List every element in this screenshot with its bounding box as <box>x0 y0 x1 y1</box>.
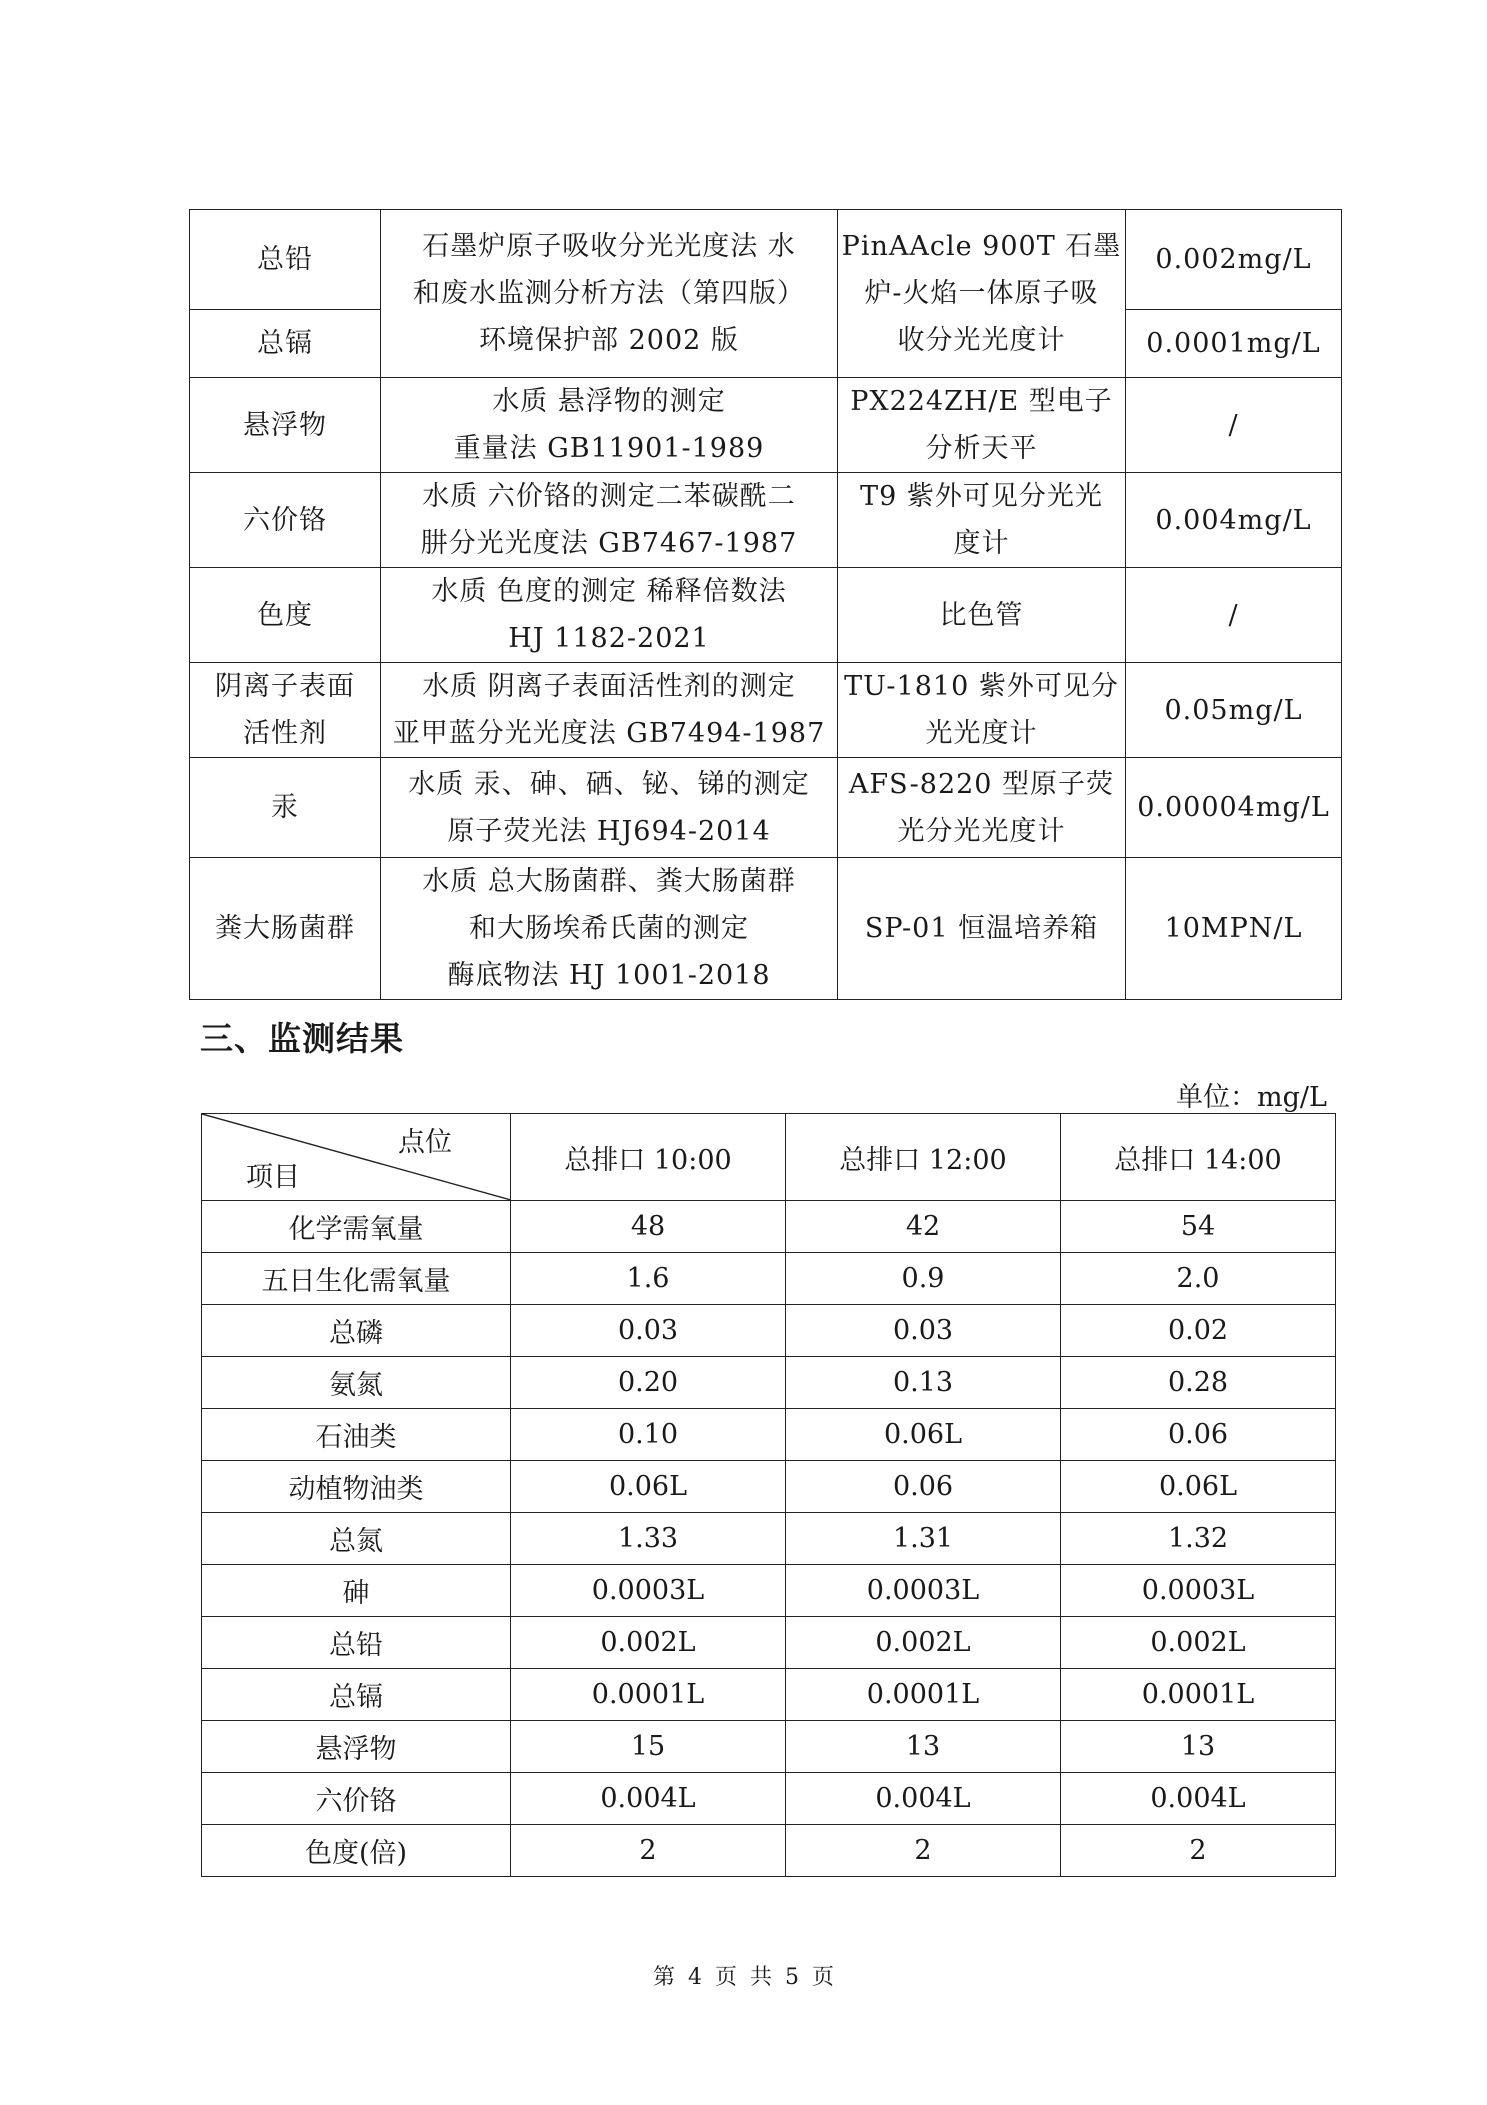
column-header: 总排口 14:00 <box>1061 1114 1336 1201</box>
value-cell: 2 <box>511 1825 786 1877</box>
value-cell: 0.10 <box>511 1409 786 1461</box>
detection-limit-cell: 0.00004mg/L <box>1126 758 1342 858</box>
value-cell: 0.03 <box>511 1305 786 1357</box>
value-cell: 0.0001L <box>511 1669 786 1721</box>
results-table <box>201 1113 1336 1877</box>
value-cell: 54 <box>1061 1201 1336 1253</box>
table-row <box>202 1825 1336 1877</box>
instrument-cell: AFS-8220 型原子荧 光分光光度计 <box>838 758 1126 858</box>
value-cell: 0.0001L <box>1061 1669 1336 1721</box>
page-footer: 第 4 页 共 5 页 <box>653 1965 834 1990</box>
value-cell: 48 <box>511 1201 786 1253</box>
value-cell: 0.004L <box>786 1773 1061 1825</box>
detection-limit-cell: 10MPN/L <box>1126 858 1342 1000</box>
table-row <box>202 1357 1336 1409</box>
table-row <box>190 858 1342 1000</box>
value-cell: 0.06L <box>1061 1461 1336 1513</box>
item-cell: 六价铬 <box>202 1773 511 1825</box>
value-cell: 1.33 <box>511 1513 786 1565</box>
table-row <box>190 473 1342 568</box>
value-cell: 0.03 <box>786 1305 1061 1357</box>
item-cell: 汞 <box>190 758 381 858</box>
detection-limit-cell: 0.004mg/L <box>1126 473 1342 568</box>
item-cell: 粪大肠菌群 <box>190 858 381 1000</box>
value-cell: 0.004L <box>511 1773 786 1825</box>
item-cell: 色度 <box>190 568 381 663</box>
table-row <box>202 1409 1336 1461</box>
item-cell: 五日生化需氧量 <box>202 1253 511 1305</box>
value-cell: 0.06 <box>1061 1409 1336 1461</box>
table-row <box>202 1669 1336 1721</box>
section-heading: 三、监测结果 <box>200 1019 404 1058</box>
value-cell: 0.28 <box>1061 1357 1336 1409</box>
item-header-label: 项目 <box>246 1162 300 1193</box>
item-cell: 砷 <box>202 1565 511 1617</box>
item-cell: 动植物油类 <box>202 1461 511 1513</box>
table-row <box>202 1201 1336 1253</box>
table-row <box>202 1305 1336 1357</box>
detection-limit-cell: 0.05mg/L <box>1126 663 1342 758</box>
table-row <box>190 758 1342 858</box>
table-row <box>202 1721 1336 1773</box>
method-cell: 水质 六价铬的测定二苯碳酰二 肼分光光度法 GB7467-1987 <box>381 473 838 568</box>
method-cell: 水质 色度的测定 稀释倍数法 HJ 1182-2021 <box>381 568 838 663</box>
item-cell: 悬浮物 <box>202 1721 511 1773</box>
value-cell: 13 <box>786 1721 1061 1773</box>
value-cell: 0.02 <box>1061 1305 1336 1357</box>
method-cell: 水质 总大肠菌群、粪大肠菌群 和大肠埃希氏菌的测定 酶底物法 HJ 1001-2018 <box>381 858 838 1000</box>
detection-limit-cell: 0.0001mg/L <box>1126 310 1342 378</box>
value-cell: 0.002L <box>1061 1617 1336 1669</box>
table-row <box>190 378 1342 473</box>
value-cell: 0.0003L <box>1061 1565 1336 1617</box>
table-row <box>202 1461 1336 1513</box>
item-cell: 色度(倍) <box>202 1825 511 1877</box>
table-row <box>190 568 1342 663</box>
value-cell: 1.6 <box>511 1253 786 1305</box>
instrument-cell: SP-01 恒温培养箱 <box>838 858 1126 1000</box>
detection-limit-cell: 0.002mg/L <box>1126 210 1342 310</box>
item-cell: 化学需氧量 <box>202 1201 511 1253</box>
instrument-cell: PinAAcle 900T 石墨 炉-火焰一体原子吸 收分光光度计 <box>838 210 1126 378</box>
method-cell: 水质 悬浮物的测定 重量法 GB11901-1989 <box>381 378 838 473</box>
table-row <box>190 663 1342 758</box>
method-cell: 水质 汞、砷、硒、铋、锑的测定 原子荧光法 HJ694-2014 <box>381 758 838 858</box>
item-cell: 总镉 <box>202 1669 511 1721</box>
methods-table <box>189 209 1342 1000</box>
value-cell: 0.002L <box>786 1617 1061 1669</box>
unit-label: 单位：mg/L <box>1176 1082 1327 1113</box>
item-cell: 石油类 <box>202 1409 511 1461</box>
value-cell: 0.0003L <box>511 1565 786 1617</box>
item-cell: 总磷 <box>202 1305 511 1357</box>
table-row <box>202 1565 1336 1617</box>
table-row <box>202 1617 1336 1669</box>
header-row <box>202 1114 1336 1201</box>
table-row <box>190 210 1342 310</box>
table-row <box>202 1773 1336 1825</box>
item-cell: 六价铬 <box>190 473 381 568</box>
value-cell: 0.0001L <box>786 1669 1061 1721</box>
value-cell: 2 <box>1061 1825 1336 1877</box>
instrument-cell: 比色管 <box>838 568 1126 663</box>
instrument-cell: T9 紫外可见分光光 度计 <box>838 473 1126 568</box>
value-cell: 0.20 <box>511 1357 786 1409</box>
item-cell: 总铅 <box>202 1617 511 1669</box>
column-header: 总排口 10:00 <box>511 1114 786 1201</box>
value-cell: 0.9 <box>786 1253 1061 1305</box>
point-header-label: 点位 <box>398 1127 452 1158</box>
item-cell: 总铅 <box>190 210 381 310</box>
value-cell: 15 <box>511 1721 786 1773</box>
method-cell: 石墨炉原子吸收分光光度法 水 和废水监测分析方法（第四版） 环境保护部 2002 版 <box>381 210 838 378</box>
value-cell: 1.32 <box>1061 1513 1336 1565</box>
value-cell: 1.31 <box>786 1513 1061 1565</box>
column-header: 总排口 12:00 <box>786 1114 1061 1201</box>
item-cell: 氨氮 <box>202 1357 511 1409</box>
value-cell: 0.004L <box>1061 1773 1336 1825</box>
instrument-cell: PX224ZH/E 型电子 分析天平 <box>838 378 1126 473</box>
value-cell: 2 <box>786 1825 1061 1877</box>
item-cell: 悬浮物 <box>190 378 381 473</box>
value-cell: 13 <box>1061 1721 1336 1773</box>
value-cell: 0.0003L <box>786 1565 1061 1617</box>
item-cell: 阴离子表面 活性剂 <box>190 663 381 758</box>
table-row <box>202 1253 1336 1305</box>
value-cell: 0.06 <box>786 1461 1061 1513</box>
method-cell: 水质 阴离子表面活性剂的测定 亚甲蓝分光光度法 GB7494-1987 <box>381 663 838 758</box>
value-cell: 0.06L <box>511 1461 786 1513</box>
item-cell: 总氮 <box>202 1513 511 1565</box>
value-cell: 0.13 <box>786 1357 1061 1409</box>
item-cell: 总镉 <box>190 310 381 378</box>
detection-limit-cell: / <box>1126 378 1342 473</box>
value-cell: 0.06L <box>786 1409 1061 1461</box>
corner-header-cell <box>202 1114 511 1201</box>
value-cell: 2.0 <box>1061 1253 1336 1305</box>
detection-limit-cell: / <box>1126 568 1342 663</box>
value-cell: 0.002L <box>511 1617 786 1669</box>
instrument-cell: TU-1810 紫外可见分 光光度计 <box>838 663 1126 758</box>
table-row <box>202 1513 1336 1565</box>
value-cell: 42 <box>786 1201 1061 1253</box>
